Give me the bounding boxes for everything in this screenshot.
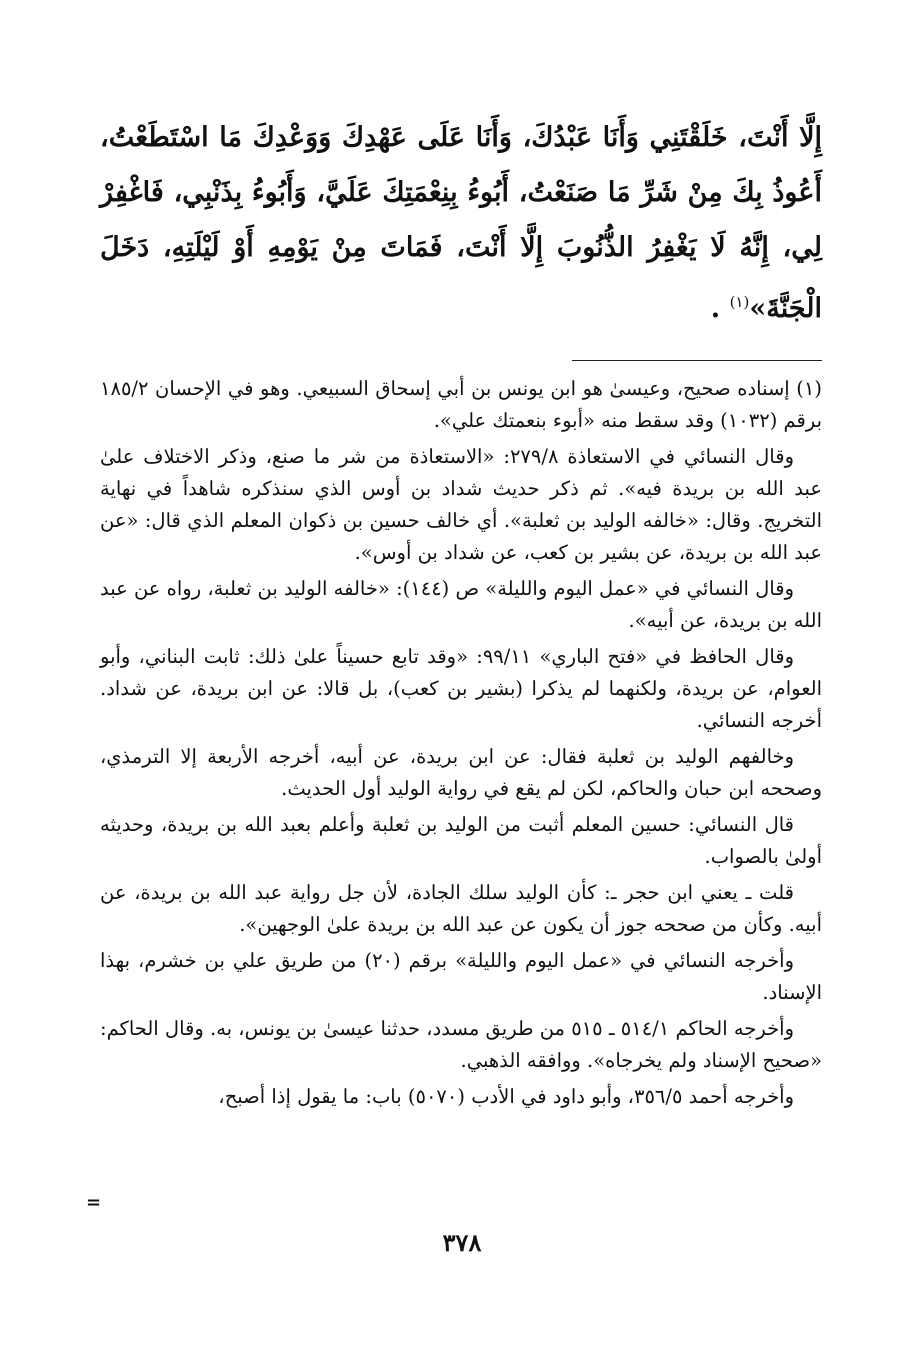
footnote-paragraph: قلت ـ يعني ابن حجر ـ: كأن الوليد سلك الجادة، لأن جل رواية عبد الله بن بريدة، عن أبيه. وكأن من صححه جوز أن يكون عن عبد الله بن بريدة علىٰ الوجهين». — [100, 881, 822, 936]
footnote-paragraph: وقال النسائي في «عمل اليوم والليلة» ص (١٤٤): «خالفه الوليد بن ثعلبة، رواه عن عبد الله بن بريدة، عن أبيه». — [100, 577, 822, 632]
continuation-mark: = — [86, 1192, 102, 1213]
page-body — [100, 110, 822, 1113]
footnote-separator — [572, 360, 822, 361]
footnotes — [100, 367, 822, 1113]
footnote-paragraph: وقال الحافظ في «فتح الباري» ٩٩/١١: «وقد تابع حسيناً علىٰ ذلك: ثابت البناني، وأبو العوام، عن بريدة، ولكنهما لم يذكرا (بشير بن كعب)، بل قالا: عن ابن بريدة، عن شداد. أخرجه النسائي. — [100, 645, 822, 732]
footnote-paragraph: (١) إسناده صحيح، وعيسىٰ هو ابن يونس بن أبي إسحاق السبيعي. وهو في الإحسان ١٨٥/٢ برقم (١٠٣٢) وقد سقط منه «أبوء بنعمتك علي». — [100, 377, 822, 432]
footnote-paragraph: وقال النسائي في الاستعاذة ٢٧٩/٨: «الاستعاذة من شر ما صنع، وذكر الاختلاف علىٰ عبد الله بن بريدة فيه». ثم ذكر حديث شداد بن أوس الذي سنذكره شاهداً في نهاية التخريج. وقال: «خالفه الوليد بن ثعلبة». أي خالف حسين بن ذكوان المعلم الذي قال: «عن عبد الله بن بريدة، عن بشير بن كعب، عن شداد بن أوس». — [100, 445, 822, 564]
end-punctuation: . — [710, 293, 721, 324]
footnote-paragraph: قال النسائي: حسين المعلم أثبت من الوليد بن ثعلبة وأعلم بعبد الله بن بريدة، وحديثه أولىٰ بالصواب. — [100, 813, 822, 868]
footnote-paragraph: وأخرجه النسائي في «عمل اليوم والليلة» برقم (٢٠) من طريق علي بن خشرم، بهذا الإسناد. — [100, 949, 822, 1004]
footnote-paragraph: وأخرجه أحمد ٣٥٦/٥، وأبو داود في الأدب (٥٠٧٠) باب: ما يقول إذا أصبح، — [218, 1085, 794, 1108]
page-number: ٣٧٨ — [442, 1228, 482, 1257]
footnote-reference: (١) — [729, 293, 750, 311]
hadith-text: إِلَّا أَنْتَ، خَلَقْتَنِي وَأَنَا عَبْدُكَ، وَأَنَا عَلَى عَهْدِكَ وَوَعْدِكَ مَا اسْتَطَعْتُ، أَعُوذُ بِكَ مِنْ شَرِّ مَا صَنَعْتُ، أَبُوءُ بِنِعْمَتِكَ عَلَيَّ، وَأَبُوءُ بِذَنْبِي، فَاغْفِرْ لِي، إِنَّهُ لَا يَغْفِرُ الذُّنُوبَ إِلَّا أَنْتَ، فَمَاتَ مِنْ يَوْمِهِ أَوْ لَيْلَتِهِ، دَخَلَ الْجَنَّةَ» — [100, 122, 822, 324]
footnote-paragraph: وأخرجه الحاكم ٥١٤/١ ـ ٥١٥ من طريق مسدد، حدثنا عيسىٰ بن يونس، به. وقال الحاكم: «صحيح الإسناد ولم يخرجاه». ووافقه الذهبي. — [100, 1017, 822, 1072]
footnote-paragraph: وخالفهم الوليد بن ثعلبة فقال: عن ابن بريدة، عن أبيه، أخرجه الأربعة إلا الترمذي، وصححه ابن حبان والحاكم، لكن لم يقع في رواية الوليد أول الحديث. — [100, 745, 822, 800]
main-hadith-text — [100, 110, 822, 336]
